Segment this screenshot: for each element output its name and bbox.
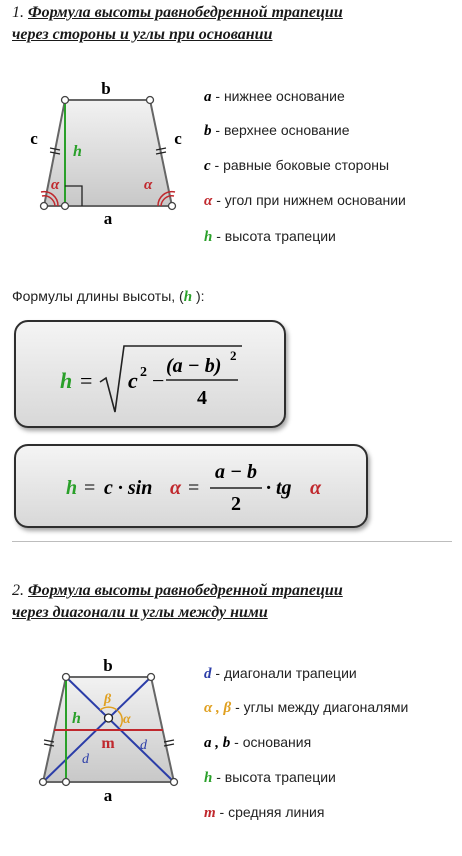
formula1-c-exp: 2 — [140, 365, 147, 380]
formula2-alpha2: α — [310, 477, 322, 499]
formula-box-1 — [14, 320, 286, 428]
formulas-caption: Формулы длины высоты, (h ): — [12, 288, 205, 305]
formula1-c: c — [128, 368, 138, 393]
label2-b: b — [103, 656, 113, 675]
formula2-tg: · tg — [266, 477, 292, 499]
legend2-item-h: h - высота трапеции — [204, 769, 336, 786]
section2-title-line2: через диагонали и углы между ними — [12, 604, 268, 621]
formula2-den: 2 — [231, 493, 241, 515]
formula1-num: (a − b) — [166, 355, 222, 377]
trapezoid-figure-1 — [20, 78, 200, 228]
label2-m: m — [101, 735, 115, 752]
label-c-right: c — [174, 129, 182, 148]
label2-h: h — [72, 710, 81, 727]
legend2-item-ab: a , b - основания — [204, 734, 312, 751]
legend1-item-b: b - верхнее основание — [204, 122, 350, 139]
section1-title — [12, 2, 343, 46]
legend1-item-a: a - нижнее основание — [204, 88, 345, 105]
section-divider — [12, 541, 452, 542]
legend1-item-h: h - высота трапеции — [204, 228, 336, 245]
formula-box-2 — [14, 444, 368, 528]
formula2-eq2: = — [188, 477, 200, 499]
label-b: b — [101, 79, 111, 98]
label2-a: a — [103, 786, 113, 805]
label2-d-left: d — [82, 752, 89, 767]
formula2-alpha: α — [170, 477, 182, 499]
formula1-num-exp: 2 — [230, 348, 237, 363]
label-c-left: c — [30, 129, 38, 148]
legend1-item-alpha: α - угол при нижнем основании — [204, 192, 406, 209]
section2-title-line1: Формула высоты равнобедренной трапеции — [28, 582, 343, 599]
formula-2 — [16, 446, 366, 526]
label-a: a — [103, 209, 113, 228]
trapezoid-figure-2 — [24, 655, 204, 805]
section2-number: 2. — [12, 582, 24, 599]
label2-d-right: d — [140, 738, 147, 753]
legend2-item-m: m - средняя линия — [204, 804, 325, 821]
section2-title — [12, 580, 343, 624]
section1-title-line1: Формула высоты равнобедренной трапеции — [28, 4, 343, 21]
formula1-den: 4 — [197, 387, 207, 409]
formula2-num: a − b — [214, 461, 258, 483]
section1-title-line2: через стороны и углы при основании — [12, 26, 273, 43]
section1-number: 1. — [12, 4, 24, 21]
label2-alpha: α — [123, 712, 131, 727]
legend2-item-alpha-beta: α , β - углы между диагоналями — [204, 699, 409, 716]
formula-1 — [16, 322, 284, 426]
label-alpha-left: α — [51, 177, 60, 193]
formula1-eq: = — [80, 368, 93, 393]
label2-beta: β — [104, 692, 112, 707]
formula2-h: h — [66, 477, 78, 499]
formula2-eq: = — [84, 477, 96, 499]
label-h: h — [73, 143, 82, 160]
formula1-h: h — [60, 368, 73, 393]
label-alpha-right: α — [144, 177, 153, 193]
formula1-minus: − — [152, 368, 165, 393]
formula2-c-sin: c · sin — [104, 477, 153, 499]
legend1-item-c: c - равные боковые стороны — [204, 157, 390, 174]
legend2-item-d: d - диагонали трапеции — [204, 665, 357, 682]
